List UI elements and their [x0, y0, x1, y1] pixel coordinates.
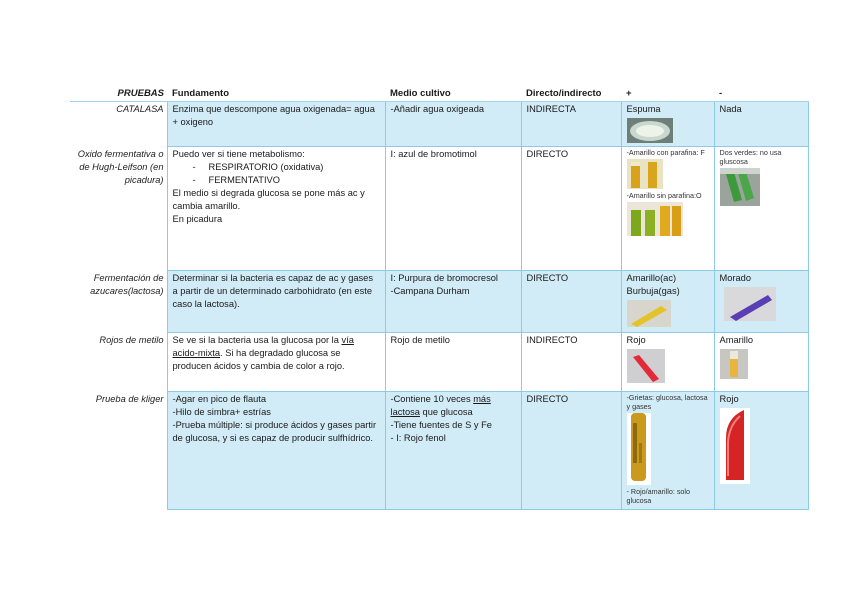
medio-text: que glucosa: [419, 407, 473, 417]
test-name: Oxido fermentativa o de Hugh-Leifson (en picadura): [70, 147, 167, 271]
negative-cell: [714, 333, 808, 392]
kliger-yellow-tube-image: [627, 413, 651, 485]
positive-cell: [621, 271, 714, 333]
header-directo: Directo/indirecto: [521, 86, 621, 102]
yellow-tube-image: [720, 349, 748, 379]
medio-line: -Campana Durham: [390, 286, 470, 296]
mixed-tubes-image: [627, 202, 683, 236]
header-medio: Medio cultivo: [385, 86, 521, 102]
yellow-tubes-image: [627, 159, 663, 189]
medio-underlined: más lactosa: [390, 394, 491, 417]
fundamento-line: -Prueba múltiple: si produce ácidos y gases partir de glucosa, y si es capaz de producir sulfhídrico.: [172, 420, 377, 443]
yellow-tube-image: [627, 300, 671, 327]
directo-cell: DIRECTO: [521, 147, 621, 271]
negative-label: Dos verdes: no usa gluscosa: [719, 148, 782, 166]
medio-cell: Rojo de metilo: [385, 333, 521, 392]
purple-tube-image: [724, 287, 776, 321]
header-pruebas: PRUEBAS: [70, 86, 167, 102]
directo-cell: INDIRECTO: [521, 333, 621, 392]
positive-label-b: -Amarillo sin parafina:O: [626, 191, 702, 200]
fundamento-cell: [167, 333, 385, 392]
negative-label: Amarillo: [719, 335, 754, 345]
positive-cell: [621, 147, 714, 271]
negative-label: Morado: [719, 273, 752, 283]
header-row: [70, 86, 808, 102]
positive-cell: [621, 333, 714, 392]
positive-label-a: -Grietas: glucosa, lactosa y gases: [626, 393, 708, 411]
positive-cell: [621, 392, 714, 510]
directo-cell: DIRECTO: [521, 392, 621, 510]
fundamento-cell: [167, 147, 385, 271]
negative-label: Rojo: [719, 394, 739, 404]
test-name: Prueba de kliger: [70, 392, 167, 510]
directo-cell: INDIRECTA: [521, 102, 621, 147]
positive-cell: [621, 102, 714, 147]
fundamento-line: -Hilo de simbra+ estrías: [172, 407, 271, 417]
header-negative: -: [714, 86, 808, 102]
medio-line: -Tiene fuentes de S y Fe: [390, 420, 492, 430]
fundamento-cell: Enzima que descompone agua oxigenada= agua + oxigeno: [167, 102, 385, 147]
petri-dish-image: [627, 118, 673, 143]
negative-cell: [714, 271, 808, 333]
medio-cell: -Añadir agua oxigeada: [385, 102, 521, 147]
test-name: CATALASA: [70, 102, 167, 147]
medio-text: -Contiene 10 veces: [390, 394, 474, 404]
negative-cell: [714, 392, 808, 510]
fundamento-cell: Determinar si la bacteria es capaz de ac y gases a partir de un determinado carbohidrato (en este caso la lactosa).: [167, 271, 385, 333]
directo-cell: DIRECTO: [521, 271, 621, 333]
positive-label: Espuma: [626, 104, 661, 114]
green-tubes-image: [720, 168, 760, 206]
medio-cell: I: azul de bromotimol: [385, 147, 521, 271]
pruebas-table: [70, 86, 809, 510]
negative-cell: Nada: [714, 102, 808, 147]
medio-line: - I: Rojo fenol: [390, 433, 446, 443]
fundamento-bullet: - FERMENTATIVO: [192, 175, 280, 185]
fundamento-line: Puedo ver si tiene metabolismo:: [172, 149, 305, 159]
positive-label-a: Amarillo(ac): [626, 273, 677, 283]
fundamento-line: -Agar en pico de flauta: [172, 394, 267, 404]
fundamento-text: Se ve si la bacteria usa la glucosa por la: [172, 335, 342, 345]
fundamento-text: . Si ha degradado glucosa se producen ácidos y cambia de color a rojo.: [172, 348, 345, 371]
red-tube-image: [627, 349, 665, 383]
positive-label: Rojo: [626, 335, 646, 345]
table-row: [70, 102, 808, 147]
medio-cell: [385, 271, 521, 333]
medio-cell: [385, 392, 521, 510]
test-name: Rojos de metilo: [70, 333, 167, 392]
positive-label-b: - Rojo/amarillo: solo glucosa: [626, 487, 691, 505]
table-row: [70, 147, 808, 271]
table-row: [70, 333, 808, 392]
header-positive: +: [621, 86, 714, 102]
medio-line: I: Purpura de bromocresol: [390, 273, 498, 283]
fundamento-cell: [167, 392, 385, 510]
table-row: [70, 271, 808, 333]
medio-line: [391, 393, 517, 419]
negative-cell: [714, 147, 808, 271]
kliger-red-tube-image: [720, 408, 750, 484]
positive-label-a: -Amarillo con parafina: F: [626, 148, 705, 157]
table-row: [70, 392, 808, 510]
test-name: Fermentación de azucares(lactosa): [70, 271, 167, 333]
header-fundamento: Fundamento: [167, 86, 385, 102]
fundamento-line: En picadura: [172, 214, 223, 224]
fundamento-line: El medio si degrada glucosa se pone más ac y cambia amarillo.: [172, 188, 365, 211]
positive-label-b: Burbuja(gas): [626, 286, 680, 296]
fundamento-bullet: - RESPIRATORIO (oxidativa): [192, 162, 324, 172]
fundamento-underlined: vía acido-mixta: [172, 335, 354, 358]
